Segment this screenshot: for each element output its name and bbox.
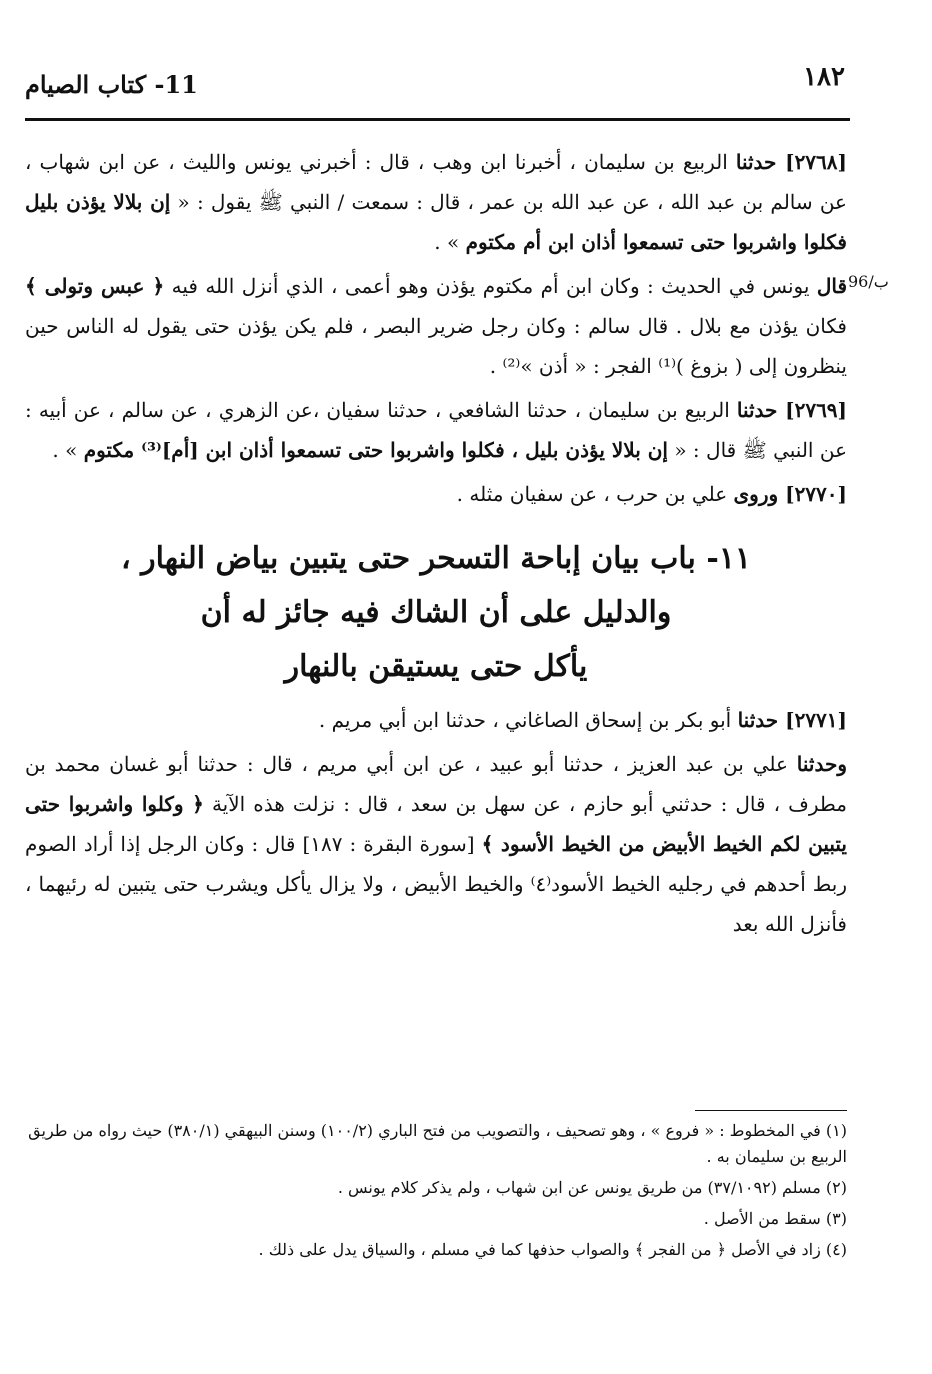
comment-tail: فكان يؤذن مع بلال . قال سالم : وكان رجل ضرير البصر ، فلم يكن يؤذن حتى يقول له الناس حين ينظرون إلى ( بزوغ )⁽¹⁾ الفجر : « أذن »⁽²⁾ . <box>25 314 847 378</box>
chapter-heading-line: ١١- باب بيان إباحة التسحر حتى يتبين بياض النهار ، <box>120 541 752 576</box>
hadith-2771-second-chain <box>25 744 847 944</box>
comment-text: يونس في الحديث : وكان ابن أم مكتوم يؤذن وهو أعمى ، الذي أنزل الله فيه <box>164 274 817 298</box>
chapter-heading-line: يأكل حتى يستيقن بالنهار <box>284 649 588 684</box>
hadith-2770 <box>25 474 847 514</box>
footnotes <box>25 1118 847 1268</box>
comment-lead: قال <box>816 274 847 298</box>
chapter-heading-line: والدليل على أن الشاك فيه جائز له أن <box>200 595 672 630</box>
quran-quote: ﴿ عبس وتولى ﴾ <box>25 274 165 298</box>
page-number: ١٨٢ <box>803 62 845 92</box>
hadith-lead: [٢٧٦٨] حدثنا <box>735 150 847 174</box>
hadith-chain: أبو بكر بن إسحاق الصاغاني ، حدثنا ابن أبي مريم . <box>318 708 738 732</box>
header-rule <box>25 118 850 121</box>
footnote: (٤) زاد في الأصل ﴿ من الفجر ﴾ والصواب حذفها كما في مسلم ، والسياق يدل على ذلك . <box>258 1240 847 1259</box>
hadith-chain: علي بن حرب ، عن سفيان مثله . <box>456 482 734 506</box>
hadith-matn: إن بلالا يؤذن بليل ، فكلوا واشربوا حتى تسمعوا أذان ابن [أم]⁽³⁾ مكتوم <box>83 438 668 462</box>
hadith-chain: الربيع بن سليمان ، أخبرنا ابن وهب ، قال : أخبرني يونس والليث ، عن ابن شهاب ، عن سالم بن عبد الله ، عن عبد الله بن عمر ، قال : سمعت / النبي ﷺ يقول : « <box>25 150 847 214</box>
chapter-heading <box>25 532 847 694</box>
quran-quote: ﴿ وكلوا واشربوا حتى يتبين لكم الخيط الأبيض من الخيط الأسود ﴾ <box>25 792 847 856</box>
hadith-tail: [سورة البقرة : ١٨٧] قال : وكان الرجل إذا أراد الصوم ربط أحدهم في رجليه الخيط الأسود⁽٤⁾ والخيط الأبيض ، ولا يزال يأكل ويشرب حتى يتبين له رئيهما ، فأنزل الله بعد <box>25 832 847 936</box>
footnote: (٢) مسلم (٣٧/١٠٩٢) من طريق يونس عن ابن شهاب ، ولم يذكر كلام يونس . <box>337 1178 847 1197</box>
running-chapter-title: 11- كتاب الصيام <box>25 70 198 99</box>
hadith-chain: الربيع بن سليمان ، حدثنا الشافعي ، حدثنا سفيان ،عن الزهري ، عن سالم ، عن أبيه : عن النبي ﷺ قال : « <box>25 398 847 462</box>
hadith-lead: [٢٧٧٠] وروى <box>733 482 847 506</box>
hadith-lead: [٢٧٧١] حدثنا <box>737 708 847 732</box>
yunus-comment <box>25 266 847 386</box>
hadith-tail: » . <box>434 230 466 254</box>
footnote: (٣) سقط من الأصل . <box>703 1209 847 1228</box>
manuscript-folio-note: 96/ب <box>848 272 889 291</box>
hadith-lead: [٢٧٦٩] حدثنا <box>736 398 848 422</box>
hadith-chain: علي بن عبد العزيز ، حدثنا أبو عبيد ، عن ابن أبي مريم ، قال : حدثنا أبو غسان محمد بن مطرف ، قال : حدثني أبو حازم ، عن سهل بن سعد ، قال : نزلت هذه الآية <box>25 752 847 816</box>
main-text <box>25 142 847 948</box>
hadith-2771 <box>25 700 847 740</box>
hadith-2768 <box>25 142 847 262</box>
footnote-rule <box>695 1110 847 1111</box>
hadith-2769 <box>25 390 847 470</box>
hadith-matn: إن بلالا يؤذن بليل فكلوا واشربوا حتى تسمعوا أذان ابن أم مكتوم <box>25 190 847 254</box>
hadith-tail: » . <box>52 438 84 462</box>
footnote: (١) في المخطوط : « فروع » ، وهو تصحيف ، والتصويب من فتح الباري (١٠٠/٢) وسنن البيهقي (٣٨٠/١) حيث رواه من طريق الربيع بن سليمان به . <box>28 1121 847 1166</box>
hadith-lead: وحدثنا <box>796 752 848 776</box>
